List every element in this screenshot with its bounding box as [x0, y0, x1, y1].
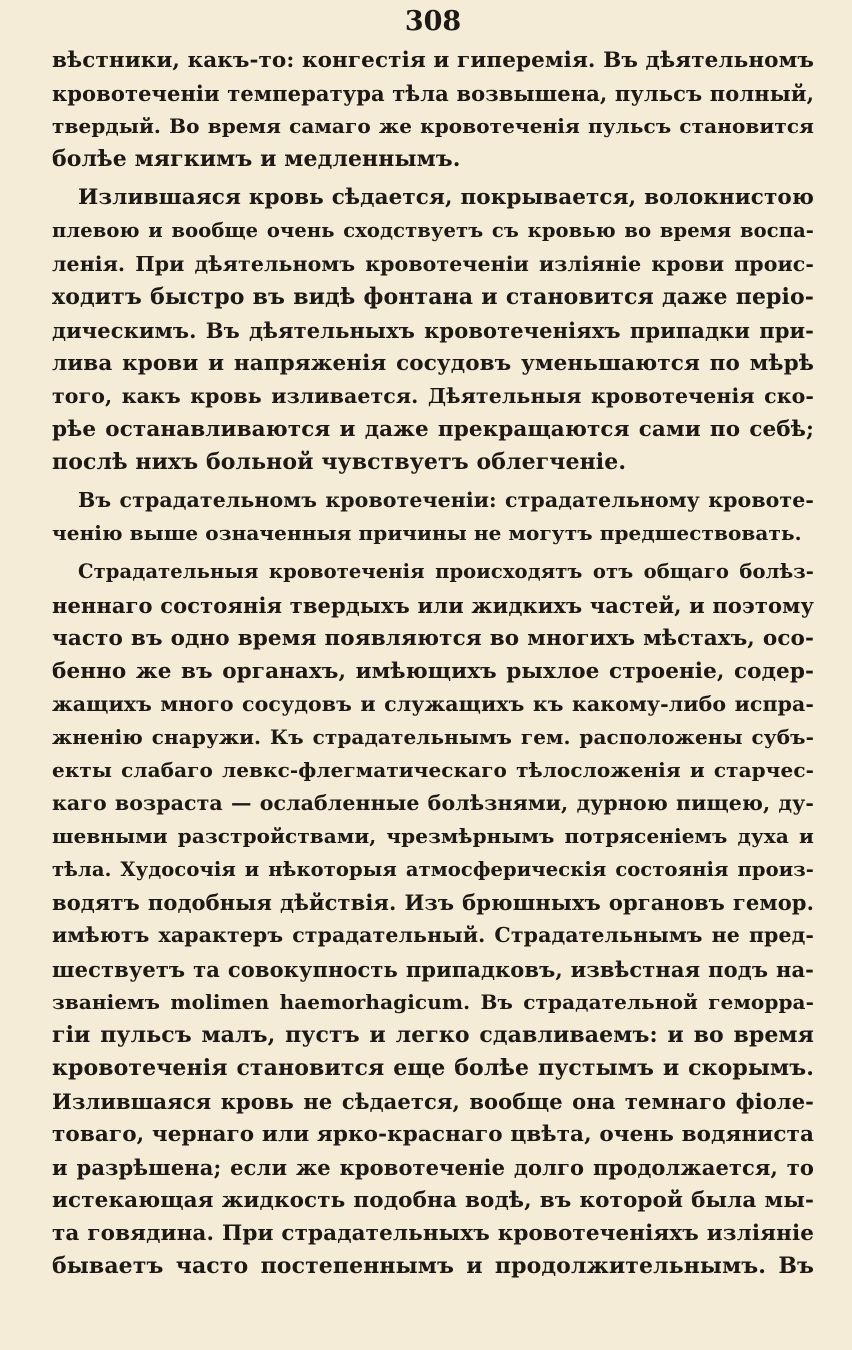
text-line: жащихъ много сосудовъ и служащихъ къ какому-либо испра- [52, 691, 814, 716]
text-line: ходитъ быстро въ видѣ фонтана и становится даже періо- [52, 283, 814, 310]
text-line: истекающая жидкость подобна водѣ, въ которой была мы- [52, 1188, 814, 1214]
text-line: товаго, чернаго или ярко-краснаго цвѣта, очень водяниста [52, 1122, 814, 1147]
text-line: шевными разстройствами, чрезмѣрнымъ потрясеніемъ духа и [52, 824, 814, 849]
text-line: вѣстники, какъ-то: конгестія и гиперемія. Въ дѣятельномъ [52, 48, 814, 73]
text-line: кровотеченія становится еще болѣе пустымъ и скорымъ. [52, 1054, 814, 1081]
text-line: водятъ подобныя дѣйствія. Изъ брюшныхъ органовъ гемор. [52, 890, 814, 916]
text-line: шествуетъ та совокупность припадковъ, извѣстная подъ на- [52, 956, 814, 982]
text-line: послѣ нихъ больной чувствуетъ облегченіе. [52, 449, 627, 476]
text-line: Страдательныя кровотеченія происходятъ отъ общаго болѣз- [78, 560, 814, 584]
text-line: и разрѣшена; если же кровотеченіе долго продолжается, то [52, 1155, 814, 1181]
text-line: бываетъ часто постепеннымъ и продолжительнымъ. Въ [52, 1253, 814, 1280]
text-line: тѣла. Худосочія и нѣкоторыя атмосферическія состоянія произ- [52, 858, 814, 882]
text-line: ленія. При дѣятельномъ кровотеченіи изліяніе крови проис- [52, 251, 814, 276]
text-line: екты слабаго левкс-флегматическаго тѣлосложенія и старчес- [52, 757, 814, 782]
text-line: гіи пульсъ малъ, пустъ и легко сдавливаемъ: и во время [52, 1021, 814, 1048]
text-line: кровотеченіи температура тѣла возвышена, пульсъ полный, [52, 81, 814, 107]
text-line: болѣе мягкимъ и медленнымъ. [52, 146, 461, 173]
text-line: бенно же въ органахъ, имѣющихъ рыхлое строеніе, содер- [52, 658, 814, 684]
text-line: каго возраста — ослабленные болѣзнями, дурною пищею, ду- [52, 791, 814, 816]
text-line: жненію снаружи. Къ страдательнымъ гем. расположены субъ- [52, 724, 814, 749]
text-line: ченію выше означенныя причины не могутъ предшествовать. [52, 521, 802, 546]
text-line: имѣютъ характеръ страдательный. Страдательнымъ не пред- [52, 923, 814, 948]
text-line: плевою и вообще очень сходствуетъ съ кровью во время воспа- [52, 219, 814, 243]
text-line: дическимъ. Въ дѣятельныхъ кровотеченіяхъ припадки при- [52, 317, 814, 343]
text-line: Въ страдательномъ кровотеченіи: страдательному кровоте- [78, 488, 814, 513]
text-line: Излившаяся кровь не сѣдается, вообще она темнаго фіоле- [52, 1088, 814, 1114]
text-line: того, какъ кровь изливается. Дѣятельныя кровотеченія ско- [52, 383, 814, 408]
text-line: неннаго состоянія твердыхъ или жидкихъ частей, и поэтому [52, 592, 814, 618]
text-line: часто въ одно время появляются во многихъ мѣстахъ, осо- [52, 625, 814, 651]
page-number: 308 [404, 6, 462, 37]
text-line: лива крови и напряженія сосудовъ уменьшаются по мѣрѣ [52, 350, 814, 376]
text-line: рѣе останавливаются и даже прекращаются сами по себѣ; [52, 417, 814, 443]
text-line: Излившаяся кровь сѣдается, покрывается, волокнистою [78, 185, 814, 211]
text-line: та говядина. При страдательныхъ кровотеченіяхъ изліяніе [52, 1221, 814, 1247]
text-line: твердый. Во время самаго же кровотеченія пульсъ становится [52, 114, 814, 139]
text-line: званіемъ molimen haemorhagicum. Въ страдательной геморра- [52, 989, 814, 1014]
body-text [52, 44, 814, 1283]
